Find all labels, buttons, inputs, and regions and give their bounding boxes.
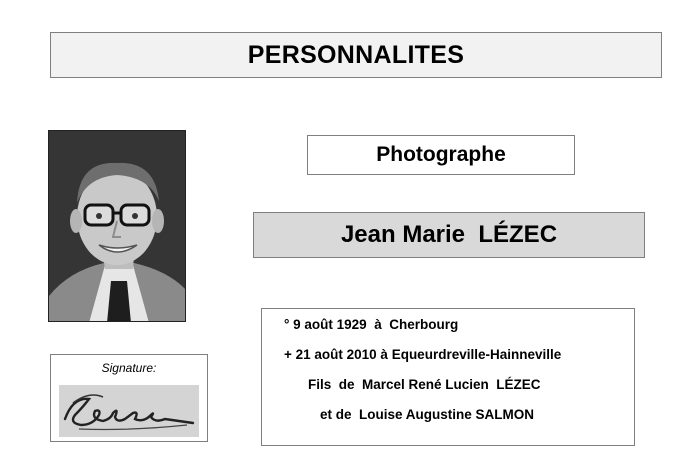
- birth-line: ° 9 août 1929 à Cherbourg: [284, 317, 459, 332]
- signature-box: [50, 354, 208, 442]
- person-name-box: [253, 212, 645, 258]
- person-name: Jean Marie LÉZEC: [340, 221, 558, 248]
- profession-label: Photographe: [376, 143, 506, 166]
- father-line: Fils de Marcel René Lucien LÉZEC: [308, 377, 541, 392]
- biography-box: [261, 308, 635, 446]
- mother-line: et de Louise Augustine SALMON: [320, 407, 535, 422]
- signature-label: Signature:: [101, 361, 157, 375]
- portrait-photo: [48, 130, 186, 322]
- signature-image: [59, 385, 199, 437]
- portrait-illustration: [49, 131, 186, 322]
- death-line: + 21 août 2010 à Equeurdreville-Hainneville: [284, 347, 562, 362]
- profession-box: [307, 135, 575, 175]
- title-banner: [50, 32, 662, 78]
- page-title: PERSONNALITES: [247, 40, 465, 69]
- signature-scribble: [59, 385, 199, 437]
